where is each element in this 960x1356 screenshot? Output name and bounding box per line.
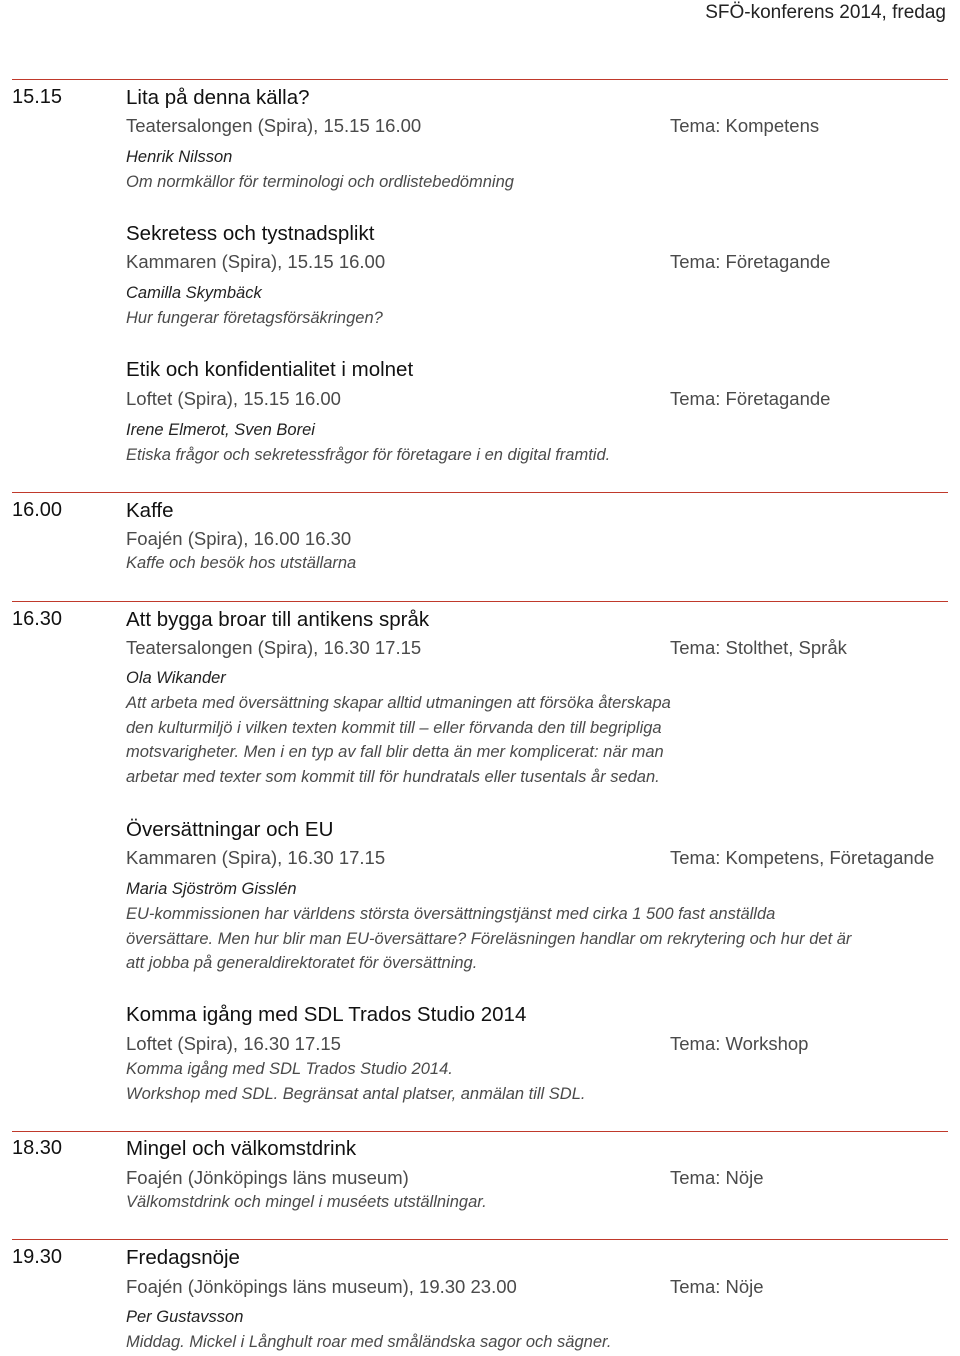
talk-location: Foajén (Spira), 16.00 16.30 [126, 528, 352, 549]
talk-location: Foajén (Jönköpings läns museum), 19.30 23.00 [126, 1276, 517, 1297]
session-time: 18.30 [12, 1137, 63, 1159]
session-time: 19.30 [12, 1246, 63, 1268]
talk-location: Kammaren (Spira), 15.15 16.00 [126, 251, 386, 272]
description-line: att jobba på generaldirektoratet för översättning. [126, 954, 478, 973]
talk-description: Kaffe och besök hos utställarna [126, 554, 357, 572]
description-line: den kulturmiljö i vilken texten kommit till – eller förvanda den till begripliga [126, 718, 662, 737]
talk-speaker: Henrik Nilsson [126, 148, 233, 166]
talk-title: Kaffe [126, 499, 174, 522]
talk-theme: Tema: Workshop [670, 1033, 809, 1054]
session-time: 16.30 [12, 608, 63, 630]
page-header: SFÖ-konferens 2014, fredag [705, 2, 946, 23]
description-line: motsvarigheter. Men i en typ av fall blir detta än mer komplicerat: när man [126, 743, 664, 762]
session-time: 15.15 [12, 86, 63, 108]
talk-title: Etik och konfidentialitet i molnet [126, 358, 414, 381]
talk-description [126, 902, 851, 976]
talk-title: Sekretess och tystnadsplikt [126, 222, 375, 245]
section-divider [12, 492, 948, 493]
talk-location: Kammaren (Spira), 16.30 17.15 [126, 847, 386, 868]
talk-theme: Tema: Företagande [670, 388, 831, 409]
talk-description [126, 691, 671, 789]
talk-location: Teatersalongen (Spira), 16.30 17.15 [126, 637, 422, 658]
section-divider [12, 1239, 948, 1240]
talk-theme: Tema: Stolthet, Språk [670, 637, 847, 658]
description-line: Komma igång med SDL Trados Studio 2014. [126, 1060, 453, 1078]
talk-description: Om normkällor för terminologi och ordlistebedömning [126, 173, 514, 191]
talk-title: Lita på denna källa? [126, 86, 310, 109]
talk-theme: Tema: Kompetens, Företagande [670, 847, 935, 868]
talk-speaker: Camilla Skymbäck [126, 284, 262, 302]
talk-description [126, 1057, 585, 1106]
section-divider [12, 79, 948, 80]
talk-theme: Tema: Kompetens [670, 115, 820, 136]
talk-title: Översättningar och EU [126, 818, 334, 841]
talk-location: Foajén (Jönköpings läns museum) [126, 1167, 409, 1188]
talk-theme: Tema: Företagande [670, 251, 831, 272]
description-line: Workshop med SDL. Begränsat antal platser, anmälan till SDL. [126, 1084, 586, 1103]
talk-theme: Tema: Nöje [670, 1167, 764, 1188]
talk-title: Mingel och välkomstdrink [126, 1137, 357, 1160]
section-divider [12, 601, 948, 602]
talk-title: Fredagsnöje [126, 1246, 240, 1269]
talk-description: Middag. Mickel i Långhult roar med småländska sagor och sägner. [126, 1333, 612, 1351]
talk-location: Teatersalongen (Spira), 15.15 16.00 [126, 115, 422, 136]
section-divider [12, 1131, 948, 1132]
talk-title: Komma igång med SDL Trados Studio 2014 [126, 1003, 527, 1026]
session-time: 16.00 [12, 499, 63, 521]
description-line: översättare. Men hur blir man EU-översättare? Föreläsningen handlar om rekrytering och hur det är [126, 929, 852, 948]
talk-location: Loftet (Spira), 15.15 16.00 [126, 388, 341, 409]
talk-speaker: Ola Wikander [126, 669, 226, 687]
talk-title: Att bygga broar till antikens språk [126, 608, 430, 631]
description-line: arbetar med texter som kommit till för hundratals eller tusentals år sedan. [126, 767, 660, 786]
talk-speaker: Per Gustavsson [126, 1308, 244, 1326]
description-line: Att arbeta med översättning skapar alltid utmaningen att försöka återskapa [126, 694, 671, 712]
talk-speaker: Maria Sjöström Gisslén [126, 880, 297, 898]
talk-description: Välkomstdrink och mingel i muséets utställningar. [126, 1193, 487, 1211]
description-line: EU-kommissionen har världens största översättningstjänst med cirka 1 500 fast anställda [126, 905, 776, 923]
talk-description: Hur fungerar företagsförsäkringen? [126, 309, 383, 327]
talk-speaker: Irene Elmerot, Sven Borei [126, 421, 315, 439]
talk-location: Loftet (Spira), 16.30 17.15 [126, 1033, 341, 1054]
talk-theme: Tema: Nöje [670, 1276, 764, 1297]
talk-description: Etiska frågor och sekretessfrågor för företagare i en digital framtid. [126, 446, 611, 464]
